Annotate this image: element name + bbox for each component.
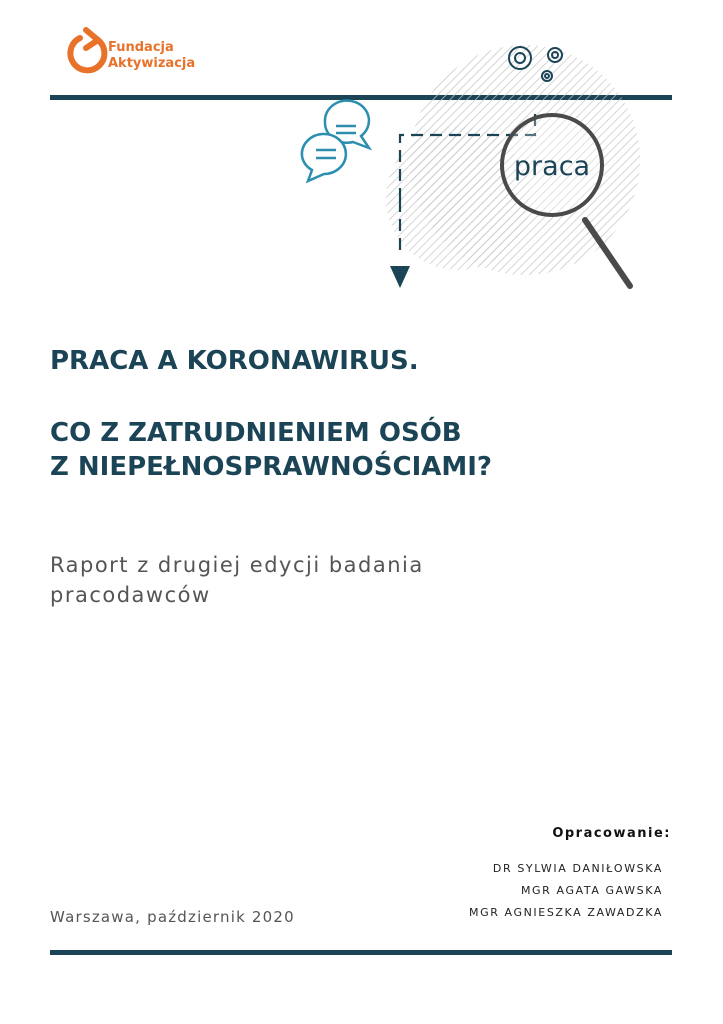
title-line-2: CO Z ZATRUDNIENIEM OSÓB [50,418,462,448]
report-subtitle [50,550,570,610]
author-3: MGR AGNIESZKA ZAWADZKA [468,906,663,919]
logo-text [108,40,195,72]
subtitle-line-1: Raport z drugiej edycji badania [50,553,424,577]
logo-line-2: Aktywizacja [108,56,196,71]
bottom-rule [50,950,672,955]
header-illustration [290,30,650,300]
report-title [50,344,670,484]
author-2: MGR AGATA GAWSKA [520,884,663,897]
title-line-3: Z NIEPEŁNOSPRAWNOŚCIAMI? [50,452,492,482]
magnifier-word: praca [513,151,591,182]
subtitle-line-2: pracodawców [50,583,211,607]
chat-bubbles-icon [302,101,369,181]
authors-list [469,858,663,924]
author-1: DR SYLWIA DANIŁOWSKA [492,862,663,875]
arrow-head-icon [390,266,410,288]
title-line-1: PRACA A KORONAWIRUS. [50,346,419,376]
place-date: Warszawa, październik 2020 [50,908,295,926]
logo-line-1: Fundacja [108,40,174,55]
prepared-by-label: Opracowanie: [552,826,671,841]
